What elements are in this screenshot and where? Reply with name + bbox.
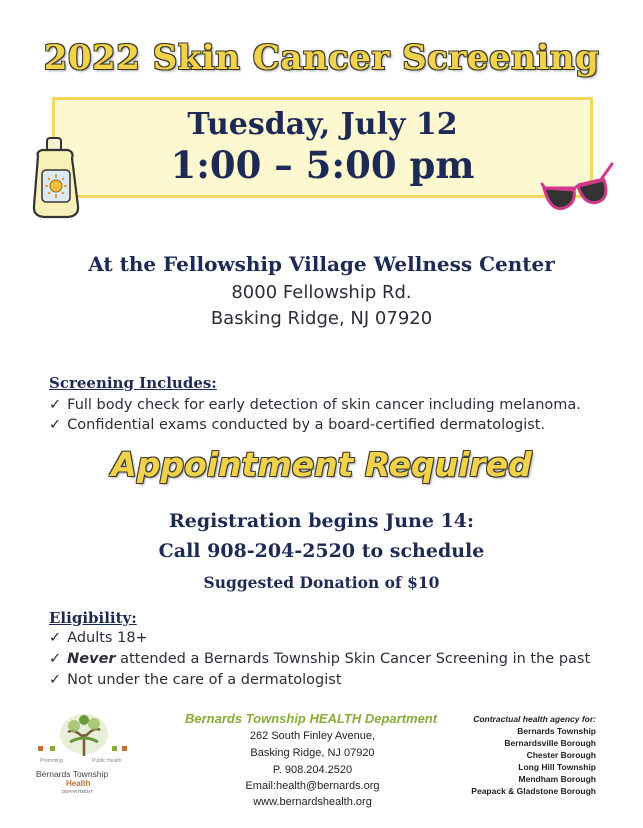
agency-item: Bernardsville Borough (504, 738, 596, 748)
check-icon: ✓ (49, 417, 62, 433)
logo-tagline-right: Public Health (92, 758, 122, 764)
agency-item: Mendham Borough (518, 774, 596, 784)
contact-city: Basking Ridge, NJ 07920 (250, 747, 375, 759)
sunglasses-icon (538, 158, 620, 216)
check-icon: ✓ (49, 672, 62, 688)
check-icon: ✓ (49, 397, 62, 413)
check-icon: ✓ (49, 630, 62, 646)
contact-phone: P. 908.204.2520 (272, 764, 353, 776)
screening-item: ✓ Confidential exams conducted by a board-certified dermatologist. (49, 417, 546, 433)
contact-website: www.bernardshealth.org (253, 796, 372, 808)
department-name: Bernards Township HEALTH Department (185, 711, 438, 726)
event-time: 1:00 – 5:00 pm (170, 143, 475, 187)
screening-item: ✓ Full body check for early detection of skin cancer including melanoma. (49, 397, 581, 413)
venue-name: At the Fellowship Village Wellness Center (88, 252, 555, 276)
screening-heading: Screening Includes: (49, 374, 217, 392)
logo-name: Bernards Township (36, 769, 109, 779)
eligibility-item: ✓ Not under the care of a dermatologist (49, 672, 342, 688)
contact-email: Email:health@bernards.org (245, 780, 380, 792)
agency-heading: Contractual health agency for: (473, 714, 596, 724)
logo-tagline-left: Promoting (40, 758, 63, 764)
check-icon: ✓ (49, 651, 62, 667)
registration-begins: Registration begins June 14: (168, 510, 475, 532)
suggested-donation: Suggested Donation of $10 (203, 573, 440, 592)
event-date: Tuesday, July 12 (187, 107, 458, 142)
contact-street: 262 South Finley Avenue, (249, 730, 376, 742)
eligibility-item: ✓ Adults 18+ (49, 630, 148, 646)
page-title: 2022 Skin Cancer Screening (43, 38, 600, 78)
venue-city: Basking Ridge, NJ 07920 (210, 308, 433, 329)
appointment-required: Appointment Required (111, 445, 532, 484)
agency-item: Long Hill Township (518, 762, 596, 772)
eligibility-heading: Eligibility: (49, 609, 137, 627)
agency-item: Bernards Township (517, 726, 596, 736)
eligibility-item: ✓ Never attended a Bernards Township Skin Cancer Screening in the past (49, 651, 591, 667)
agency-item: Chester Borough (526, 750, 596, 760)
logo-health: Health (66, 779, 91, 788)
venue-street: 8000 Fellowship Rd. (231, 282, 412, 303)
sunscreen-bottle-icon (28, 136, 84, 220)
registration-phone: Call 908-204-2520 to schedule (158, 540, 485, 562)
logo-department: DEPARTMENT (62, 789, 93, 794)
agency-item: Peapack & Gladstone Borough (471, 786, 596, 796)
